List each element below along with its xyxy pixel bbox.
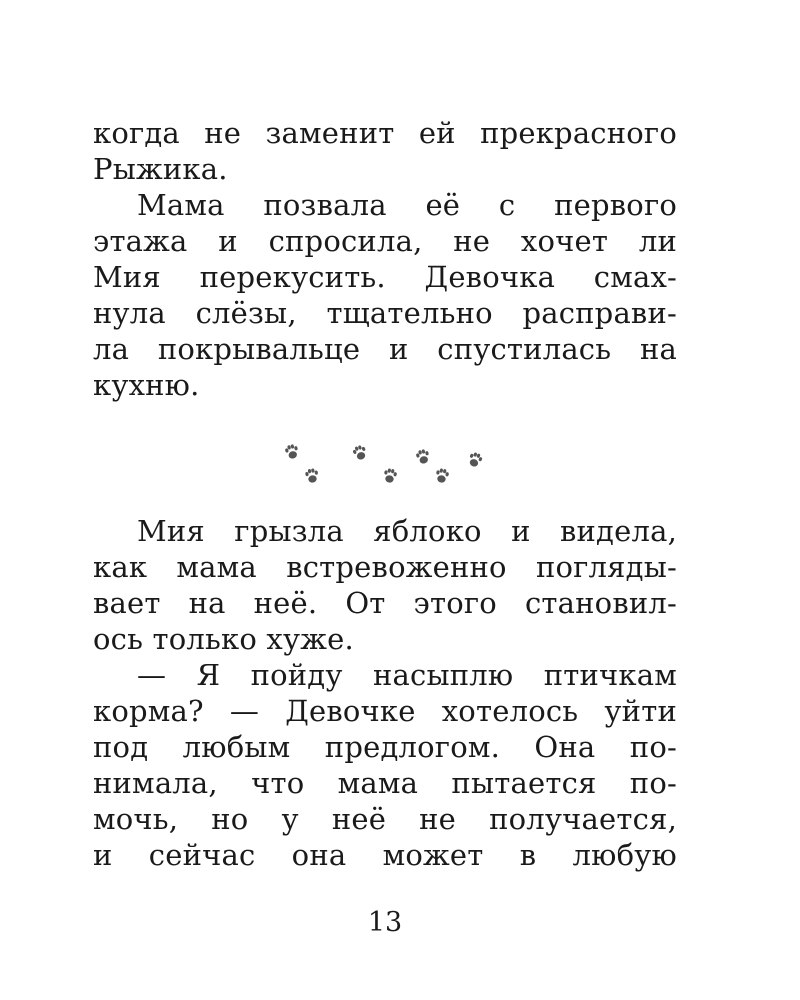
text-line: когда не заменит ей прекрасного bbox=[93, 116, 677, 150]
text-line: Мия грызла яблоко и видела, bbox=[137, 514, 677, 548]
text-line: ла покрывальце и спустилась на bbox=[93, 332, 677, 366]
text-line: вает на неё. От этого становил- bbox=[93, 586, 677, 620]
text-line: корма? — Девочке хотелось уйти bbox=[93, 694, 677, 728]
text-line: мочь, но у неё не получается, bbox=[93, 802, 677, 836]
text-line: Мия перекусить. Девочка смах- bbox=[93, 260, 677, 294]
text-line: кухню. bbox=[93, 368, 200, 402]
text-line: нимала, что мама пытается по- bbox=[93, 766, 677, 800]
text-line: нула слёзы, тщательно расправи- bbox=[93, 296, 677, 330]
text-line: под любым предлогом. Она по- bbox=[93, 730, 677, 764]
text-line: этажа и спросила, не хочет ли bbox=[93, 224, 677, 258]
text-line: — Я пойду насыплю птичкам bbox=[137, 658, 677, 692]
text-line: ось только хуже. bbox=[93, 622, 354, 656]
page-number: 13 bbox=[367, 907, 403, 938]
text-line: Рыжика. bbox=[93, 152, 228, 186]
paw-prints-icon bbox=[270, 440, 490, 490]
text-line: и сейчас она может в любую bbox=[93, 838, 677, 872]
text-line: как мама встревоженно погляды- bbox=[93, 550, 677, 584]
text-line: Мама позвала её с первого bbox=[137, 188, 677, 222]
